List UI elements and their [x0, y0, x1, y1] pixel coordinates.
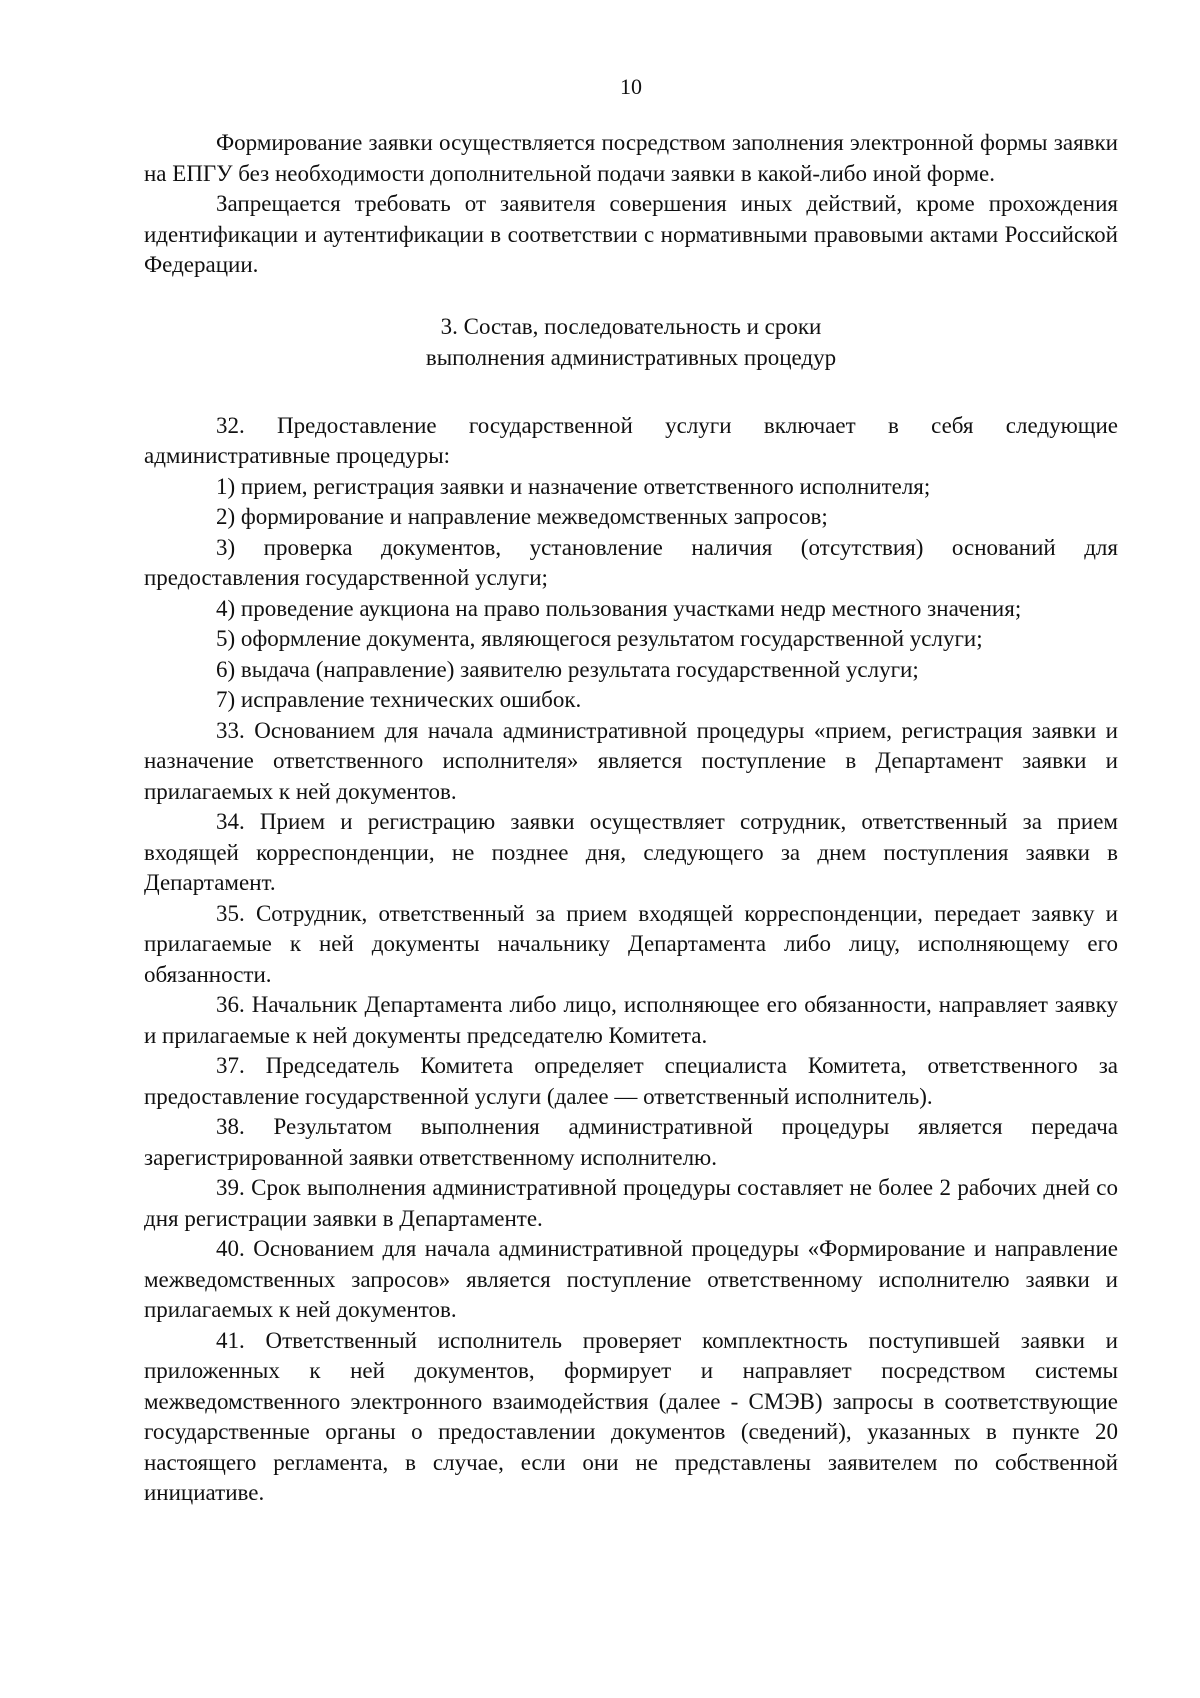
list-item: 6) выдача (направление) заявителю результата государственной услуги;	[216, 656, 919, 682]
intro-paragraph: Запрещается требовать от заявителя совершения иных действий, кроме прохождения идентификации и аутентификации в соответствии с нормативными правовыми актами Российской Федерации.	[144, 191, 1118, 277]
list-item: 7) исправление технических ошибок.	[216, 687, 582, 712]
page-number: 10	[620, 74, 642, 99]
clause-paragraph: 33. Основанием для начала административной процедуры «прием, регистрация заявки и назначение ответственного исполнителя» является поступление в Департамент заявки и прилагаемых к ней документов.	[144, 717, 1118, 804]
intro-paragraph: Формирование заявки осуществляется посредством заполнения электронной формы заявки на ЕПГУ без необходимости дополнительной подачи заявки в какой-либо иной форме.	[144, 130, 1118, 186]
list-item: 2) формирование и направление межведомственных запросов;	[216, 504, 828, 529]
list-item: 3) проверка документов, установление наличия (отсутствия) оснований для предоставления государственной услуги;	[144, 534, 1118, 590]
list-item: 4) проведение аукциона на право пользования участками недр местного значения;	[216, 595, 1022, 621]
list-item: 1) прием, регистрация заявки и назначение ответственного исполнителя;	[216, 473, 931, 499]
clause-paragraph: 37. Председатель Комитета определяет специалиста Комитета, ответственного за предоставление государственной услуги (далее — ответственный исполнитель).	[144, 1053, 1118, 1109]
clause-paragraph: 39. Срок выполнения административной процедуры составляет не более 2 рабочих дней со дня регистрации заявки в Департаменте.	[144, 1175, 1118, 1231]
clause-paragraph: 40. Основанием для начала административной процедуры «Формирование и направление межведомственных запросов» является поступление ответственному исполнителю заявки и прилагаемых к ней документов.	[144, 1236, 1118, 1322]
clause-paragraph: 41. Ответственный исполнитель проверяет комплектность поступившей заявки и приложенных к ней документов, формирует и направляет посредством системы межведомственного электронного взаимодействия (далее - СМЭВ) запросы в соответствующие государственные органы о предоставлении документов (сведений), указанных в пункте 20 настоящего регламента, в случае, если они не представлены заявителем по собственной инициативе.	[144, 1327, 1118, 1505]
clause-paragraph: 38. Результатом выполнения административной процедуры является передача зарегистрированной заявки ответственному исполнителю.	[144, 1114, 1118, 1170]
section-heading-line: выполнения административных процедур	[425, 344, 837, 370]
clause-paragraph: 36. Начальник Департамента либо лицо, исполняющее его обязанности, направляет заявку и прилагаемые к ней документы председателю Комитета.	[144, 992, 1118, 1048]
clause-paragraph: 34. Прием и регистрацию заявки осуществляет сотрудник, ответственный за прием входящей корреспонденции, не позднее дня, следующего за днем поступления заявки в Департамент.	[144, 809, 1118, 895]
clause-paragraph: 35. Сотрудник, ответственный за прием входящей корреспонденции, передает заявку и прилагаемые к ней документы начальнику Департамента либо лицу, исполняющему его обязанности.	[144, 900, 1118, 987]
section-heading	[144, 311, 1118, 373]
list-item: 5) оформление документа, являющегося результатом государственной услуги;	[216, 626, 983, 651]
section-heading-line: 3. Состав, последовательность и сроки	[440, 313, 822, 339]
clause-paragraph: 32. Предоставление государственной услуги включает в себя следующие административные процедуры:	[144, 412, 1118, 468]
